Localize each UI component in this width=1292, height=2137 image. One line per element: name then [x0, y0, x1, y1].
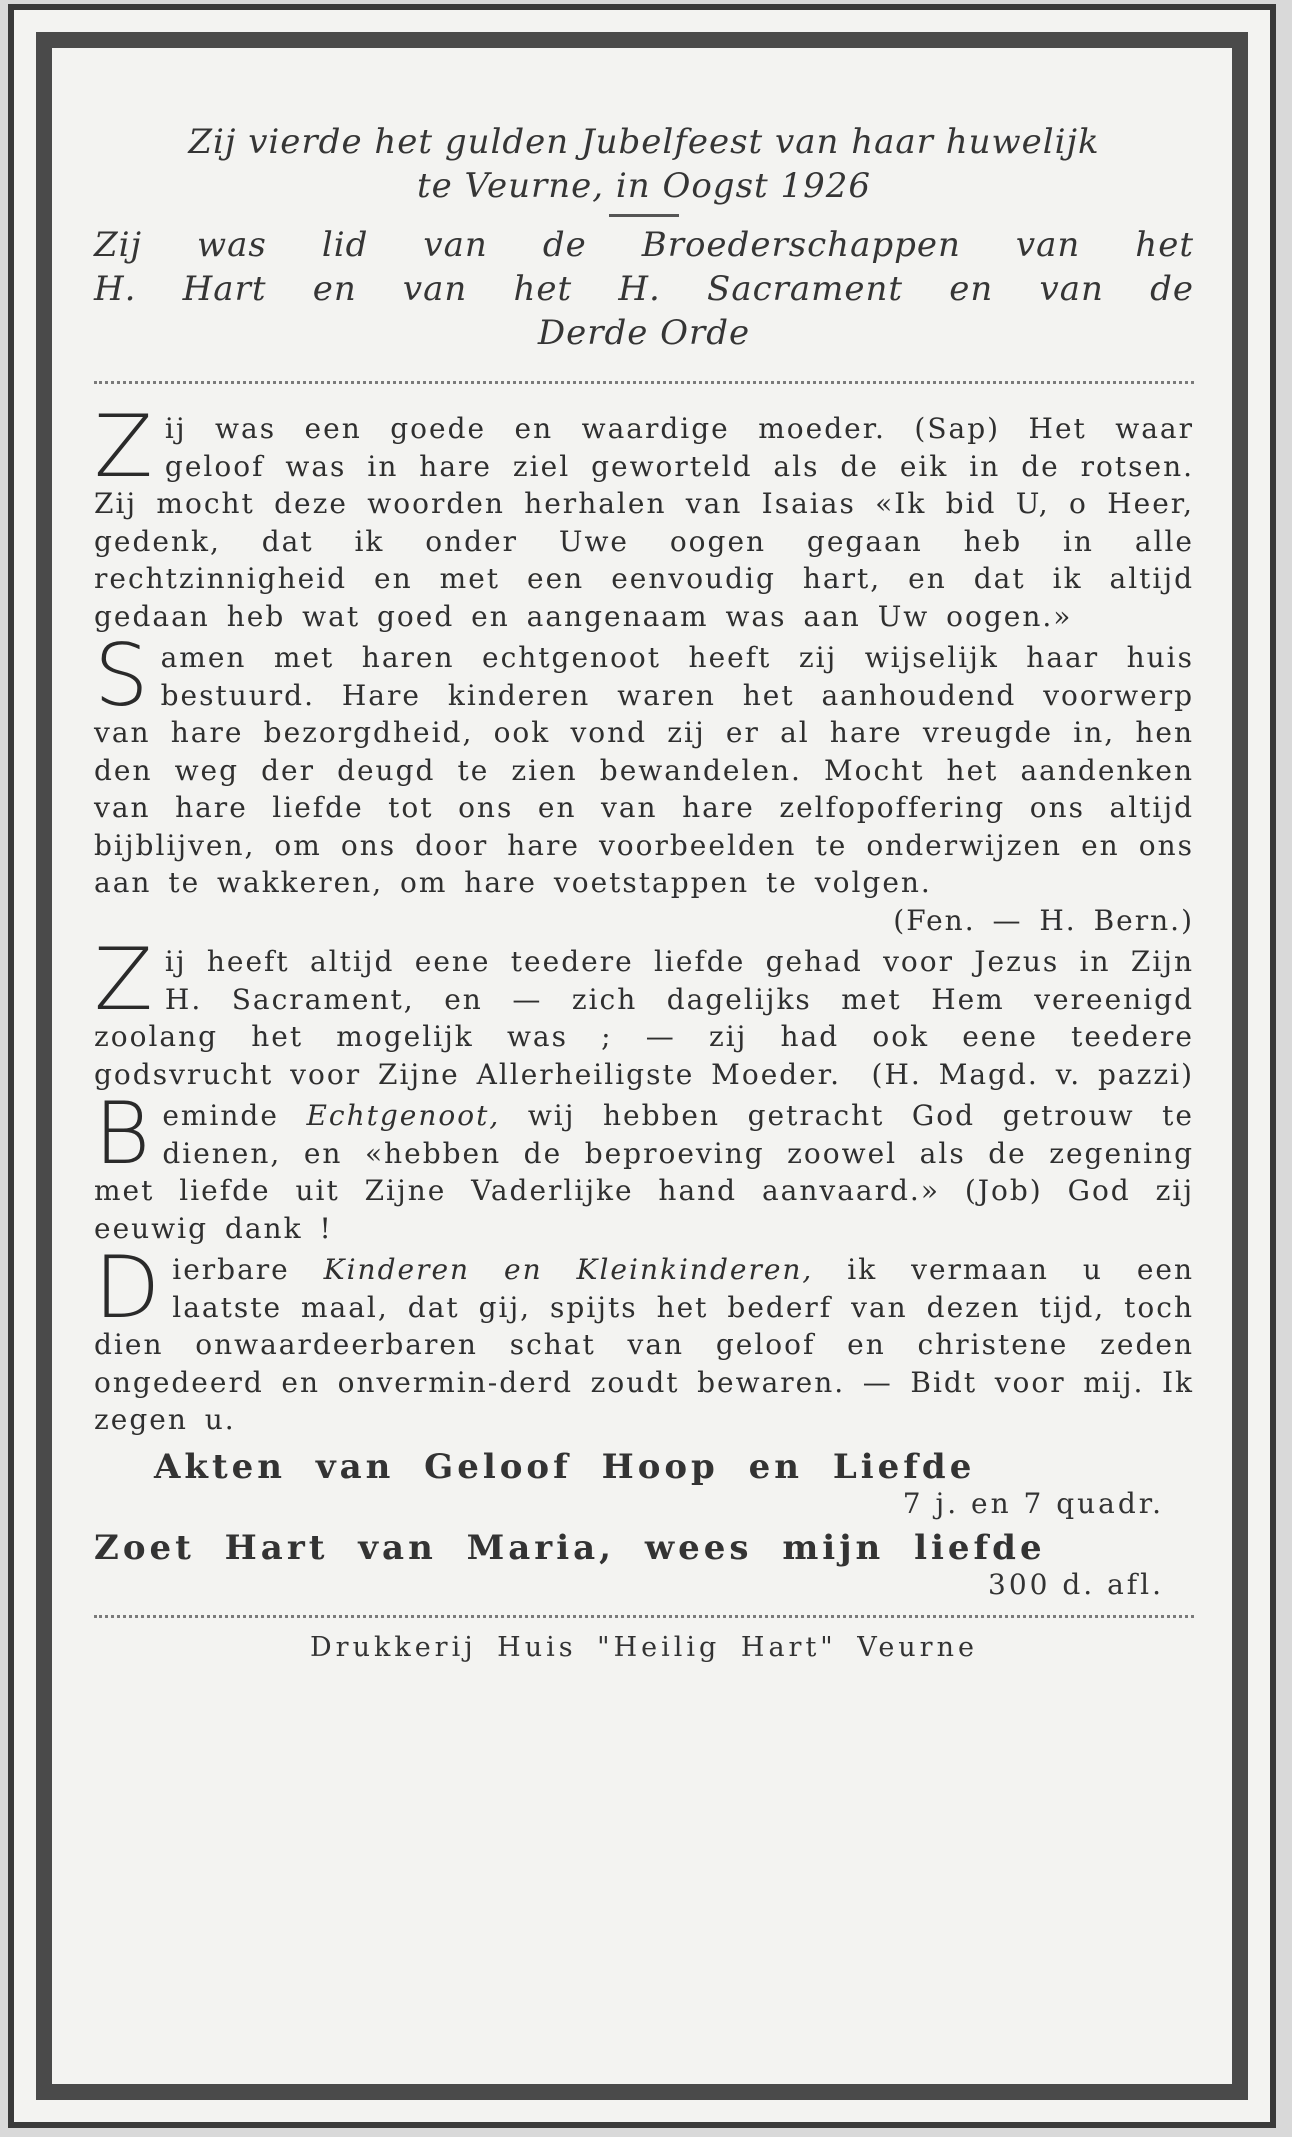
paragraph-text: ij heeft altijd eene teedere liefde gehad voor Jezus in Zijn H. Sacrament, en — zich dagelijks met Hem vereenigd zoolang het mogelijk was ; — zij had ook eene teedere godsvrucht voor Zijne Allerheiligste Moeder. [94, 945, 1194, 1091]
paragraph-children [94, 1238, 1194, 1439]
prayer-sacred-heart: Zoet Hart van Maria, wees mijn liefde [94, 1527, 1046, 1568]
intro-line-3: Zij was lid van de Broederschappen van het [94, 225, 1194, 265]
paragraph-household [94, 626, 1194, 939]
short-divider [609, 214, 679, 217]
paragraph-text-start: eminde [162, 1099, 307, 1132]
paragraph-spouse [94, 1084, 1194, 1247]
intro-line-4: H. Hart en van het H. Sacrament en van de [94, 269, 1194, 309]
intro-line-2: te Veurne, in Oogst 1926 [416, 166, 872, 206]
dotted-divider-top [94, 381, 1194, 384]
paragraph-italic: Kinderen en Kleinkinderen, [323, 1253, 814, 1286]
paragraph-text-end: ik vermaan u een laatste maal, dat gij, spijts het bederf van dezen tijd, toch dien onwaardeerbaren schat van geloof en christene zeden ongedeerd en onvermin-derd zoudt bewaren. — Bidt voor mij. Ik zegen u. [94, 1253, 1194, 1436]
indulgence-note: 7 j. en 7 quadr. [902, 1486, 1164, 1520]
paragraph-text: amen met haren echtgenoot heeft zij wijselijk haar huis bestuurd. Hare kinderen waren het aanhoudend voorwerp van hare bezorgdheid, ook vond zij er al hare vreugde in, hen den weg der deugd te zien bewandelen. Mocht het aandenken van hare liefde tot ons en van hare zelfopoffering ons altijd bijblijven, om ons door hare voorbeelden te onderwijzen en ons aan te wakkeren, om hare voetstappen te volgen. [94, 641, 1194, 899]
dropcap: Z [94, 397, 155, 497]
paragraph-devotion [94, 930, 1194, 1093]
intro-block [94, 120, 1194, 355]
citation: (H. Magd. v. pazzi) [871, 1057, 1194, 1091]
dropcap: S [94, 626, 151, 726]
paragraph-text-end: wij hebben getracht God getrouw te dienen, en «hebben de beproeving zoowel als de zegening met liefde uit Zijne Vaderlijke hand aanvaard.» (Job) God zij eeuwig dank ! [94, 1099, 1194, 1245]
prayer-acts: Akten van Geloof Hoop en Liefde [154, 1446, 976, 1487]
indulgence-note: 300 d. afl. [988, 1567, 1164, 1601]
paragraph-mother [94, 397, 1194, 635]
memorial-card [8, 4, 1276, 2128]
paragraph-italic: Echtgenoot, [306, 1099, 501, 1132]
dotted-divider-bottom [94, 1615, 1194, 1618]
intro-line-5: Derde Orde [537, 313, 751, 353]
citation: (Fen. — H. Bern.) [893, 903, 1194, 937]
intro-line-1: Zij vierde het gulden Jubelfeest van haar huwelijk [188, 122, 1100, 162]
dropcap: B [94, 1084, 153, 1184]
paragraph-text: ij was een goede en waardige moeder. (Sap) Het waar geloof was in hare ziel geworteld als de eik in de rotsen. Zij mocht deze woorden herhalen van Isaias «Ik bid U, o Heer, gedenk, dat ik onder Uwe oogen gegaan heb in alle rechtzinnigheid en met een eenvoudig hart, en dat ik altijd gedaan heb wat goed en aangenaam was aan Uw oogen.» [94, 412, 1194, 633]
paragraph-text-start: ierbare [172, 1253, 324, 1286]
printer-imprint: Drukkerij Huis "Heilig Hart" Veurne [310, 1631, 978, 1663]
dropcap: Z [94, 930, 155, 1030]
card-content [94, 120, 1194, 1663]
dropcap: D [94, 1238, 163, 1338]
